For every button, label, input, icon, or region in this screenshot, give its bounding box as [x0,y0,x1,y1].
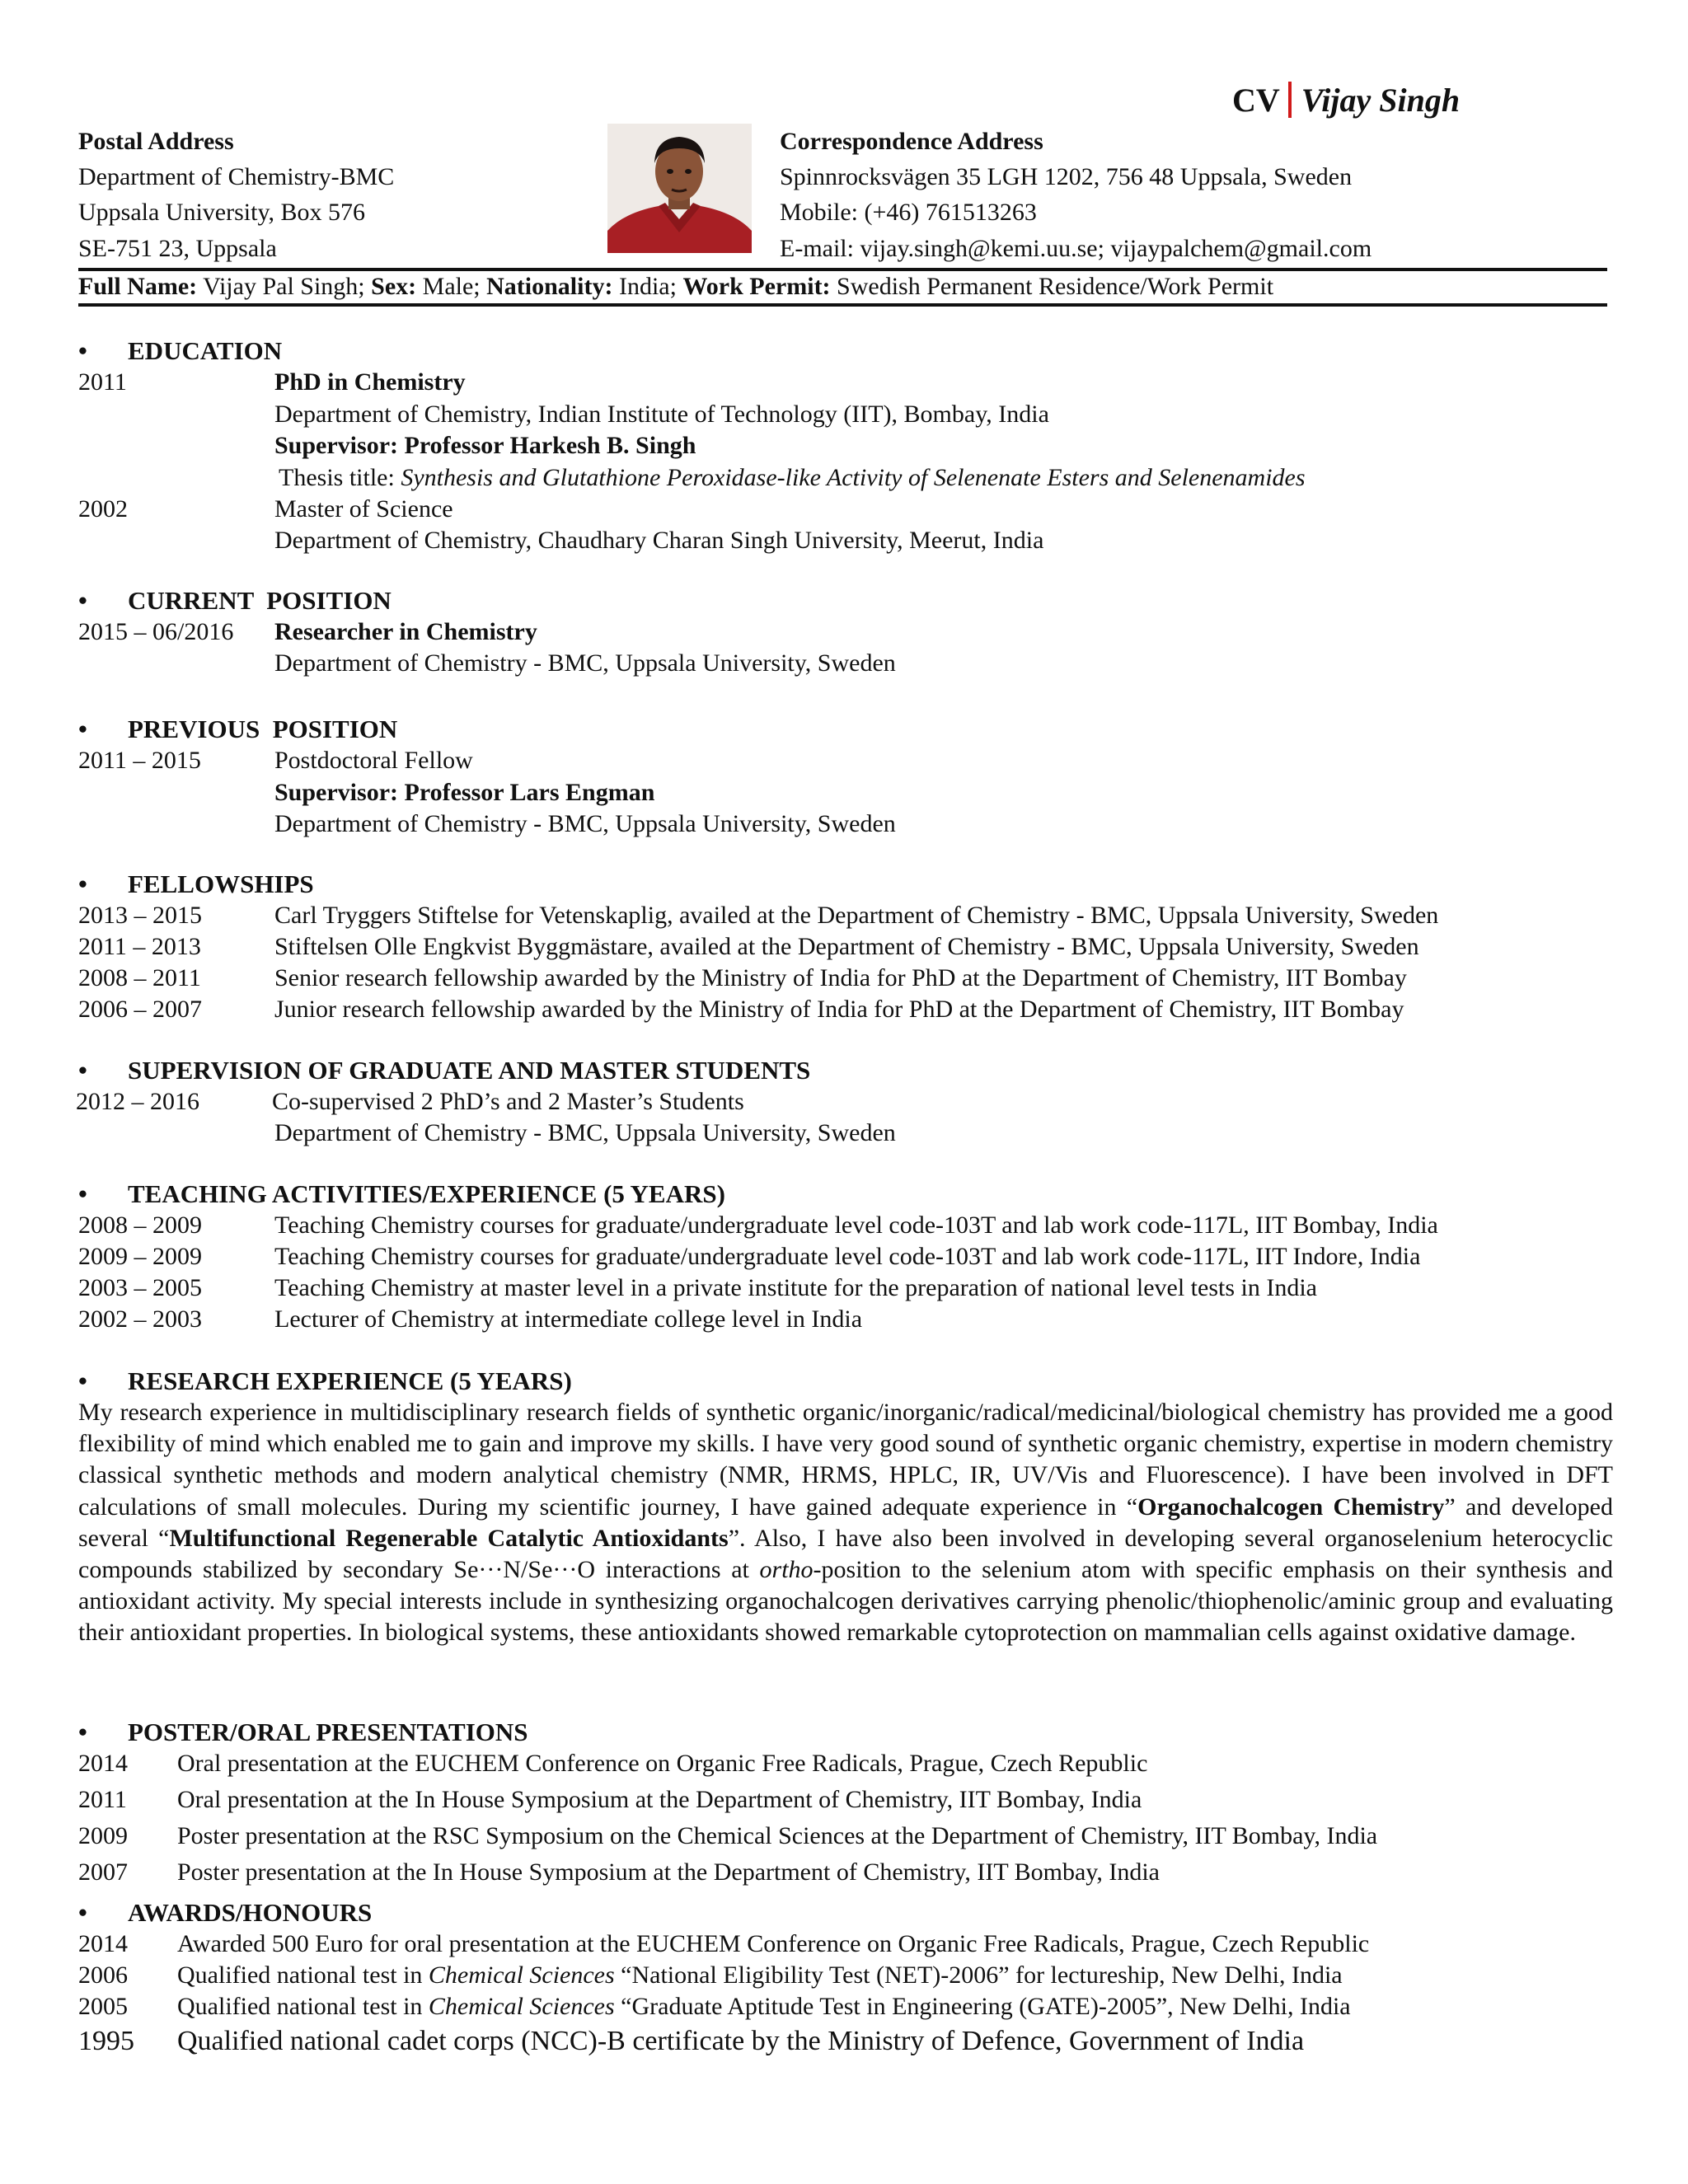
section-current-position-heading: • CURRENT POSITION [78,586,392,615]
presentation-year: 2011 [78,1786,127,1813]
teaching-years: 2008 – 2009 [78,1212,202,1239]
education-msc-year: 2002 [78,495,128,523]
current-position-place: Department of Chemistry - BMC, Uppsala University, Sweden [274,649,896,677]
teaching-text: Lecturer of Chemistry at intermediate college level in India [274,1305,863,1333]
correspondence-mobile: Mobile: (+46) 761513263 [780,199,1037,226]
education-phd-year: 2011 [78,368,127,396]
section-education-heading: • EDUCATION [78,336,283,365]
title-divider [1288,82,1292,118]
section-awards-heading: • AWARDS/HONOURS [78,1898,373,1927]
presentation-year: 2009 [78,1822,128,1849]
presentation-year: 2014 [78,1750,128,1777]
fellowship-years: 2008 – 2011 [78,964,201,991]
supervision-text: Co-supervised 2 PhD’s and 2 Master’s Students [272,1088,744,1115]
presentation-text: Poster presentation at the In House Symposium at the Department of Chemistry, IIT Bombay, India [177,1858,1160,1886]
award-text: Awarded 500 Euro for oral presentation at the EUCHEM Conference on Organic Free Radicals, Prague, Czech Republic [177,1930,1370,1957]
award-text: Qualified national test in Chemical Sciences “National Eligibility Test (NET)-2006” for lectureship, New Delhi, India [177,1961,1343,1989]
section-research-heading: • RESEARCH EXPERIENCE (5 YEARS) [78,1366,572,1395]
education-phd-supervisor: Supervisor: Professor Harkesh B. Singh [274,432,696,459]
presentation-text: Oral presentation at the EUCHEM Conference on Organic Free Radicals, Prague, Czech Republic [177,1750,1148,1777]
fellowship-text: Stiftelsen Olle Engkvist Byggmästare, availed at the Department of Chemistry - BMC, Uppsala University, Sweden [274,933,1419,960]
education-msc-degree: Master of Science [274,495,453,523]
supervision-years: 2012 – 2016 [76,1088,199,1115]
presentation-text: Poster presentation at the RSC Symposium on the Chemical Sciences at the Department of Chemistry, IIT Bombay, India [177,1822,1378,1849]
postal-line-1: Department of Chemistry-BMC [78,163,395,190]
presentation-year: 2007 [78,1858,128,1886]
supervision-place: Department of Chemistry - BMC, Uppsala University, Sweden [274,1119,896,1146]
correspondence-address-title: Correspondence Address [780,128,1043,155]
section-presentations-heading: • POSTER/ORAL PRESENTATIONS [78,1718,528,1746]
postal-line-2: Uppsala University, Box 576 [78,199,366,226]
postal-address-title: Postal Address [78,128,234,155]
research-paragraph: My research experience in multidisciplinary research fields of synthetic organic/inorganic/radical/medicinal/biological chemistry has provided me a good flexibility of mind which enabled me to gain and improve my skills. I have very good sound of synthetic organic chemistry, expertise in modern chemistry classical synthetic methods and modern analytical chemistry (NMR, HRMS, HPLC, IR, UV/Vis and Fluorescence). I have been involved in DFT calculations of small molecules. During my scientific journey, I have gained adequate experience in “Organochalcogen Chemistry” and developed several “Multifunctional Regenerable Catalytic Antioxidants”. Also, I have also been involved in developing several organoselenium heterocyclic compounds stabilized by secondary Se···N/Se···O interactions at ortho-position to the selenium atom with specific emphasis on their synthesis and antioxidant activity. My special interests include in synthesizing organochalcogen derivatives carrying phenolic/thiophenolic/aminic group and evaluating their antioxidant properties. In biological systems, these antioxidants showed remarkable cytoprotection on mammalian cells against oxidative damage. [78,1399,1613,1647]
award-text: Qualified national cadet corps (NCC)-B certificate by the Ministry of Defence, Government of India [177,2026,1305,2056]
education-msc-institute: Department of Chemistry, Chaudhary Charan Singh University, Meerut, India [274,527,1044,554]
fellowship-years: 2013 – 2015 [78,902,202,929]
postal-line-3: SE-751 23, Uppsala [78,235,277,262]
award-year: 1995 [78,2026,134,2056]
award-year: 2006 [78,1961,128,1989]
fellowship-text: Junior research fellowship awarded by the Ministry of India for PhD at the Department of Chemistry, IIT Bombay [274,996,1404,1023]
award-text: Qualified national test in Chemical Sciences “Graduate Aptitude Test in Engineering (GATE)-2005”, New Delhi, India [177,1993,1351,2020]
current-position-years: 2015 – 06/2016 [78,618,234,645]
header-rule-bottom [78,303,1607,307]
section-fellowships-heading: • FELLOWSHIPS [78,869,314,898]
fellowship-text: Carl Tryggers Stiftelse for Vetenskaplig, availed at the Department of Chemistry - BMC, Uppsala University, Sweden [274,902,1439,929]
section-previous-position-heading: • PREVIOUS POSITION [78,715,398,743]
teaching-years: 2002 – 2003 [78,1305,202,1333]
cv-label: CV [1232,82,1280,119]
profile-photo [607,124,752,253]
teaching-years: 2009 – 2009 [78,1243,202,1270]
education-phd-degree: PhD in Chemistry [274,368,466,396]
previous-position-supervisor: Supervisor: Professor Lars Engman [274,779,655,806]
personal-details: Full Name: Vijay Pal Singh; Sex: Male; Nationality: India; Work Permit: Swedish Permanent Residence/Work Permit [78,273,1274,300]
previous-position-title: Postdoctoral Fellow [274,747,473,774]
teaching-text: Teaching Chemistry courses for graduate/undergraduate level code-103T and lab work code-117L, IIT Indore, India [274,1243,1421,1270]
presentation-text: Oral presentation at the In House Symposium at the Department of Chemistry, IIT Bombay, India [177,1786,1142,1813]
current-position-title: Researcher in Chemistry [274,618,537,645]
section-teaching-heading: • TEACHING ACTIVITIES/EXPERIENCE (5 YEARS) [78,1179,725,1208]
cv-name: Vijay Singh [1301,82,1461,119]
section-supervision-heading: • SUPERVISION OF GRADUATE AND MASTER STUDENTS [78,1056,811,1085]
correspondence-line-1: Spinnrocksvägen 35 LGH 1202, 756 48 Uppsala, Sweden [780,163,1353,190]
education-phd-institute: Department of Chemistry, Indian Institute of Technology (IIT), Bombay, India [274,401,1049,428]
correspondence-email: E-mail: vijay.singh@kemi.uu.se; vijaypalchem@gmail.com [780,235,1372,262]
award-year: 2005 [78,1993,128,2020]
previous-position-place: Department of Chemistry - BMC, Uppsala University, Sweden [274,810,896,837]
teaching-text: Teaching Chemistry courses for graduate/undergraduate level code-103T and lab work code-117L, IIT Bombay, India [274,1212,1438,1239]
award-year: 2014 [78,1930,128,1957]
fellowship-years: 2006 – 2007 [78,996,202,1023]
fellowship-years: 2011 – 2013 [78,933,201,960]
teaching-years: 2003 – 2005 [78,1274,202,1301]
previous-position-years: 2011 – 2015 [78,747,201,774]
teaching-text: Teaching Chemistry at master level in a private institute for the preparation of national level tests in India [274,1274,1317,1301]
cv-title [1232,81,1460,120]
education-thesis: Thesis title: Synthesis and Glutathione Peroxidase-like Activity of Selenenate Esters and Selenenamides [279,464,1306,491]
fellowship-text: Senior research fellowship awarded by the Ministry of India for PhD at the Department of Chemistry, IIT Bombay [274,964,1407,991]
